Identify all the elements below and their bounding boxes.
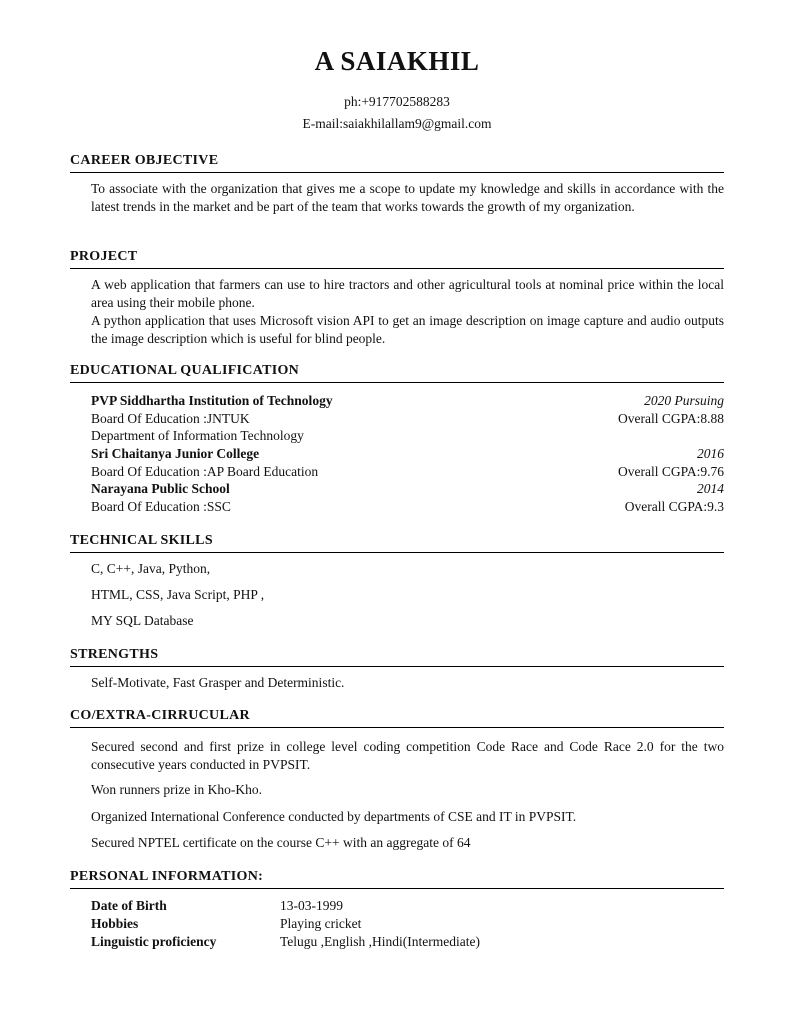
- personal-value-languages: Telugu ,English ,Hindi(Intermediate): [280, 934, 481, 949]
- education-row: [91, 392, 724, 410]
- department: Department of Information Technology: [91, 428, 304, 443]
- personal-value-dob: 13-03-1999: [280, 898, 343, 913]
- education-row: [91, 480, 724, 498]
- personal-label-hobbies: Hobbies: [91, 916, 139, 931]
- board: Board Of Education :JNTUK: [91, 411, 250, 426]
- project-item: A python application that uses Microsoft vision API to get an image description on image capture and audio outputs the image description which is useful for blind people.: [91, 313, 724, 346]
- cgpa: Overall CGPA:9.76: [617, 464, 724, 479]
- section-heading-strengths: STRENGTHS: [70, 647, 724, 667]
- education-row: [91, 410, 724, 428]
- education-row: [91, 498, 724, 516]
- project-item: A web application that farmers can use to hire tractors and other agricultural tools at nominal price within the local area using their mobile phone.: [91, 277, 724, 310]
- career-objective-text: To associate with the organization that gives me a scope to update my knowledge and skills in accordance with the latest trends in the market and be part of the team that works towards the growth of my organization.: [91, 181, 724, 214]
- year: 2016: [697, 446, 724, 461]
- cgpa: Overall CGPA:8.88: [617, 411, 724, 426]
- email-address: E-mail:saiakhilallam9@gmail.com: [302, 116, 492, 131]
- section-heading-technical-skills: TECHNICAL SKILLS: [70, 533, 724, 553]
- education-row: [91, 463, 724, 481]
- strengths-text: Self-Motivate, Fast Grasper and Deterministic.: [91, 675, 345, 690]
- section-heading-education: EDUCATIONAL QUALIFICATION: [70, 363, 724, 383]
- cgpa: Overall CGPA:9.3: [624, 499, 724, 514]
- skill-line: C, C++, Java, Python,: [91, 561, 211, 576]
- year: 2014: [697, 481, 724, 496]
- personal-label-dob: Date of Birth: [91, 898, 167, 913]
- candidate-name: A SAIAKHIL: [314, 46, 480, 76]
- section-heading-personal-information: PERSONAL INFORMATION:: [70, 869, 724, 889]
- personal-label-languages: Linguistic proficiency: [91, 934, 217, 949]
- extracurricular-item: Organized International Conference conducted by departments of CSE and IT in PVPSIT.: [91, 809, 577, 824]
- section-heading-project: PROJECT: [70, 249, 724, 269]
- skill-line: MY SQL Database: [91, 613, 194, 628]
- extracurricular-item: Won runners prize in Kho-Kho.: [91, 782, 262, 797]
- institution-name: PVP Siddhartha Institution of Technology: [91, 393, 333, 408]
- skill-line: HTML, CSS, Java Script, PHP ,: [91, 587, 265, 602]
- institution-name: Sri Chaitanya Junior College: [91, 446, 260, 461]
- section-heading-career-objective: CAREER OBJECTIVE: [70, 153, 724, 173]
- education-row: [91, 427, 724, 445]
- board: Board Of Education :SSC: [91, 499, 231, 514]
- section-heading-extracurricular: CO/EXTRA-CIRRUCULAR: [70, 708, 724, 728]
- institution-name: Narayana Public School: [91, 481, 230, 496]
- education-row: [91, 445, 724, 463]
- phone-number: ph:+917702588283: [344, 94, 450, 109]
- year: 2020 Pursuing: [644, 393, 724, 408]
- extracurricular-item: Secured second and first prize in college level coding competition Code Race and Code Race 2.0 for the two consecutive years conducted in PVPSIT.: [91, 739, 724, 772]
- personal-value-hobbies: Playing cricket: [280, 916, 362, 931]
- board: Board Of Education :AP Board Education: [91, 464, 319, 479]
- extracurricular-item: Secured NPTEL certificate on the course C++ with an aggregate of 64: [91, 835, 471, 850]
